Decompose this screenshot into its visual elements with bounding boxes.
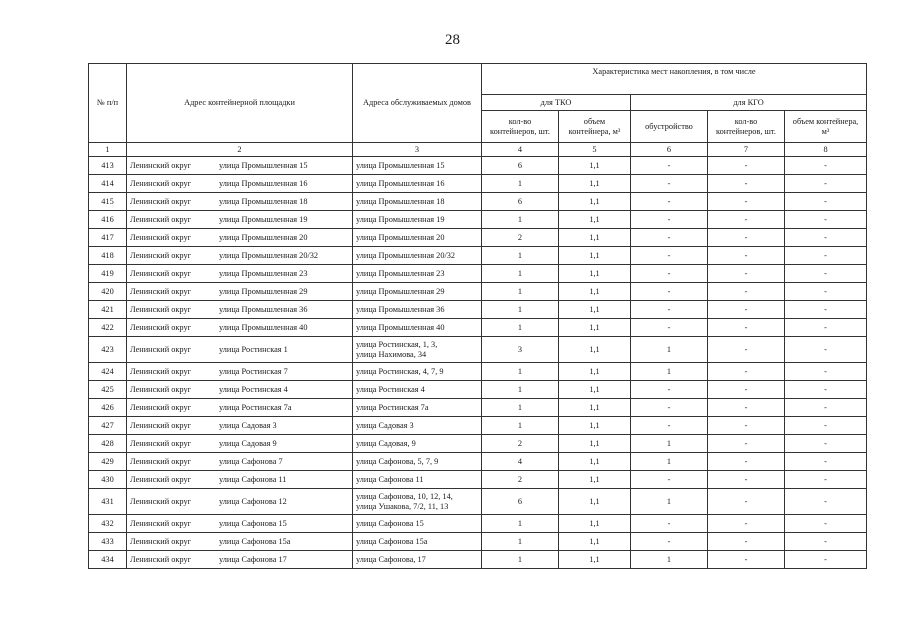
kgo-container-count: - (708, 247, 785, 265)
table-row (89, 363, 867, 381)
row-number: 423 (89, 337, 127, 363)
header-col-number: 1 (89, 143, 127, 157)
served-address-line: улица Промышленная 19 (356, 214, 445, 224)
kgo-container-volume: - (785, 489, 867, 515)
served-address-line: улица Сафонова 15 (356, 518, 424, 528)
tko-container-volume: 1,1 (559, 319, 631, 337)
container-address (127, 363, 353, 381)
kgo-container-count: - (708, 489, 785, 515)
kgo-equipment: - (631, 301, 708, 319)
tko-container-count: 1 (482, 417, 559, 435)
street: улица Промышленная 20 (219, 232, 308, 242)
tko-container-count: 1 (482, 515, 559, 533)
served-address-line: улица Нахимова, 34 (356, 349, 427, 359)
district: Ленинский округ (130, 286, 192, 296)
kgo-container-count: - (708, 301, 785, 319)
district: Ленинский округ (130, 438, 192, 448)
table-row (89, 435, 867, 453)
street: улица Промышленная 16 (219, 178, 308, 188)
kgo-container-count: - (708, 381, 785, 399)
kgo-equipment: - (631, 211, 708, 229)
table-row (89, 211, 867, 229)
kgo-container-count: - (708, 363, 785, 381)
kgo-equipment: - (631, 175, 708, 193)
district: Ленинский округ (130, 196, 192, 206)
served-address-line: улица Ушакова, 7/2, 11, 13 (356, 501, 449, 511)
header-container-address: Адрес контейнерной площадки (127, 64, 353, 143)
tko-container-count: 1 (482, 283, 559, 301)
kgo-equipment: - (631, 157, 708, 175)
kgo-container-count: - (708, 211, 785, 229)
row-number: 422 (89, 319, 127, 337)
header-col-number: 3 (353, 143, 482, 157)
served-address-line: улица Промышленная 16 (356, 178, 445, 188)
table-row (89, 283, 867, 301)
kgo-container-volume: - (785, 175, 867, 193)
row-number: 426 (89, 399, 127, 417)
served-addresses (353, 283, 482, 301)
kgo-equipment: - (631, 247, 708, 265)
street: улица Сафонова 11 (219, 474, 287, 484)
street: улица Промышленная 18 (219, 196, 308, 206)
header-col-number: 7 (708, 143, 785, 157)
kgo-equipment: - (631, 417, 708, 435)
kgo-container-count: - (708, 229, 785, 247)
served-address-line: улица Промышленная 40 (356, 322, 445, 332)
container-address (127, 319, 353, 337)
table-body (89, 157, 867, 569)
kgo-container-volume: - (785, 363, 867, 381)
kgo-container-volume: - (785, 301, 867, 319)
row-number: 413 (89, 157, 127, 175)
served-addresses (353, 381, 482, 399)
container-address (127, 301, 353, 319)
table-row (89, 193, 867, 211)
tko-container-volume: 1,1 (559, 551, 631, 569)
tko-container-volume: 1,1 (559, 337, 631, 363)
header-col-number: 4 (482, 143, 559, 157)
table-row (89, 175, 867, 193)
served-address-line: улица Сафонова, 10, 12, 14, (356, 492, 453, 502)
served-address-line: улица Садовая 3 (356, 420, 414, 430)
street: улица Ростинская 7 (219, 366, 288, 376)
container-address (127, 551, 353, 569)
kgo-container-count: - (708, 417, 785, 435)
served-addresses (353, 157, 482, 175)
row-number: 416 (89, 211, 127, 229)
container-address (127, 399, 353, 417)
served-address-line: улица Ростинская 7а (356, 402, 429, 412)
kgo-equipment: - (631, 229, 708, 247)
table-row (89, 551, 867, 569)
tko-container-volume: 1,1 (559, 283, 631, 301)
kgo-container-volume: - (785, 157, 867, 175)
served-addresses (353, 471, 482, 489)
tko-container-count: 1 (482, 381, 559, 399)
page-number: 28 (445, 32, 460, 48)
tko-container-volume: 1,1 (559, 533, 631, 551)
tko-container-volume: 1,1 (559, 193, 631, 211)
served-address-line: улица Садовая, 9 (356, 438, 416, 448)
served-address-line: улица Ростинская, 1, 3, (356, 340, 438, 350)
served-address-line: улица Промышленная 20 (356, 232, 445, 242)
kgo-equipment: - (631, 515, 708, 533)
served-address-line: улица Сафонова, 17 (356, 554, 426, 564)
district: Ленинский округ (130, 322, 192, 332)
kgo-container-count: - (708, 435, 785, 453)
district: Ленинский округ (130, 384, 192, 394)
street: улица Промышленная 40 (219, 322, 308, 332)
district: Ленинский округ (130, 232, 192, 242)
kgo-container-count: - (708, 319, 785, 337)
tko-container-count: 6 (482, 157, 559, 175)
served-address-line: улица Промышленная 18 (356, 196, 445, 206)
row-number: 417 (89, 229, 127, 247)
row-number: 430 (89, 471, 127, 489)
tko-container-count: 1 (482, 533, 559, 551)
served-address-line: улица Сафонова, 5, 7, 9 (356, 456, 439, 466)
container-address (127, 533, 353, 551)
kgo-equipment: 1 (631, 489, 708, 515)
served-addresses (353, 489, 482, 515)
table-row (89, 247, 867, 265)
kgo-container-volume: - (785, 381, 867, 399)
kgo-container-volume: - (785, 515, 867, 533)
kgo-container-count: - (708, 551, 785, 569)
served-addresses (353, 417, 482, 435)
kgo-equipment: 1 (631, 551, 708, 569)
row-number: 418 (89, 247, 127, 265)
kgo-container-volume: - (785, 319, 867, 337)
kgo-equipment: - (631, 533, 708, 551)
header-row-number: № п/п (89, 64, 127, 143)
table-row (89, 417, 867, 435)
kgo-container-count: - (708, 515, 785, 533)
kgo-container-volume: - (785, 399, 867, 417)
kgo-container-volume: - (785, 247, 867, 265)
kgo-container-volume: - (785, 229, 867, 247)
header-kgo-volume: объем контейнера, м³ (785, 111, 867, 143)
row-number: 431 (89, 489, 127, 515)
street: улица Промышленная 23 (219, 268, 308, 278)
served-address-line: улица Сафонова 11 (356, 474, 424, 484)
tko-container-count: 3 (482, 337, 559, 363)
served-address-line: улица Сафонова 15а (356, 536, 428, 546)
header-tko-volume: объем контейнера, м³ (559, 111, 631, 143)
header-served-addresses: Адреса обслуживаемых домов (353, 64, 482, 143)
row-number: 420 (89, 283, 127, 301)
street: улица Промышленная 20/32 (219, 250, 319, 260)
kgo-container-count: - (708, 337, 785, 363)
container-address (127, 453, 353, 471)
district: Ленинский округ (130, 178, 192, 188)
tko-container-count: 6 (482, 193, 559, 211)
served-addresses (353, 319, 482, 337)
tko-container-count: 6 (482, 489, 559, 515)
kgo-equipment: - (631, 381, 708, 399)
row-number: 425 (89, 381, 127, 399)
container-address (127, 157, 353, 175)
district: Ленинский округ (130, 214, 192, 224)
served-address-line: улица Ростинская, 4, 7, 9 (356, 366, 444, 376)
tko-container-volume: 1,1 (559, 229, 631, 247)
district: Ленинский округ (130, 536, 192, 546)
street: улица Промышленная 15 (219, 160, 308, 170)
table-row (89, 265, 867, 283)
street: улица Ростинская 7а (219, 402, 292, 412)
kgo-equipment: - (631, 319, 708, 337)
served-addresses (353, 175, 482, 193)
served-address-line: улица Промышленная 20/32 (356, 250, 456, 260)
kgo-container-count: - (708, 533, 785, 551)
tko-container-count: 1 (482, 363, 559, 381)
tko-container-count: 2 (482, 229, 559, 247)
served-addresses (353, 453, 482, 471)
header-group-kgo: для КГО (631, 95, 867, 111)
tko-container-count: 1 (482, 247, 559, 265)
tko-container-volume: 1,1 (559, 435, 631, 453)
kgo-container-volume: - (785, 533, 867, 551)
served-addresses (353, 363, 482, 381)
district: Ленинский округ (130, 160, 192, 170)
row-number: 433 (89, 533, 127, 551)
served-address-line: улица Промышленная 36 (356, 304, 445, 314)
row-number: 432 (89, 515, 127, 533)
tko-container-volume: 1,1 (559, 471, 631, 489)
table-row (89, 489, 867, 515)
street: улица Ростинская 1 (219, 344, 288, 354)
row-number: 427 (89, 417, 127, 435)
header-kgo-count: кол-во контейнеров, шт. (708, 111, 785, 143)
container-address (127, 283, 353, 301)
served-addresses (353, 337, 482, 363)
kgo-equipment: - (631, 283, 708, 301)
kgo-container-volume: - (785, 337, 867, 363)
kgo-container-volume: - (785, 211, 867, 229)
container-address (127, 435, 353, 453)
street: улица Садовая 3 (219, 420, 277, 430)
street: улица Сафонова 15 (219, 518, 287, 528)
container-address (127, 229, 353, 247)
row-number: 429 (89, 453, 127, 471)
header-col-number: 5 (559, 143, 631, 157)
tko-container-count: 1 (482, 399, 559, 417)
tko-container-volume: 1,1 (559, 247, 631, 265)
tko-container-volume: 1,1 (559, 515, 631, 533)
district: Ленинский округ (130, 402, 192, 412)
tko-container-count: 4 (482, 453, 559, 471)
street: улица Сафонова 17 (219, 554, 287, 564)
tko-container-count: 1 (482, 551, 559, 569)
tko-container-volume: 1,1 (559, 381, 631, 399)
table-row (89, 319, 867, 337)
district: Ленинский округ (130, 496, 192, 506)
kgo-equipment: - (631, 265, 708, 283)
street: улица Сафонова 7 (219, 456, 283, 466)
container-address (127, 175, 353, 193)
table-row (89, 515, 867, 533)
tko-container-count: 1 (482, 211, 559, 229)
container-sites-table (88, 63, 867, 569)
container-address (127, 471, 353, 489)
district: Ленинский округ (130, 250, 192, 260)
kgo-container-volume: - (785, 265, 867, 283)
tko-container-volume: 1,1 (559, 157, 631, 175)
street: улица Сафонова 15а (219, 536, 291, 546)
kgo-equipment: 1 (631, 453, 708, 471)
table-row (89, 301, 867, 319)
row-number: 434 (89, 551, 127, 569)
header-group-tko: для ТКО (482, 95, 631, 111)
row-number: 421 (89, 301, 127, 319)
tko-container-volume: 1,1 (559, 453, 631, 471)
table-row (89, 453, 867, 471)
tko-container-volume: 1,1 (559, 363, 631, 381)
kgo-equipment: 1 (631, 363, 708, 381)
served-address-line: улица Промышленная 29 (356, 286, 445, 296)
table-row (89, 533, 867, 551)
served-addresses (353, 515, 482, 533)
kgo-container-count: - (708, 471, 785, 489)
kgo-equipment: - (631, 193, 708, 211)
table-row (89, 399, 867, 417)
served-addresses (353, 247, 482, 265)
district: Ленинский округ (130, 304, 192, 314)
street: улица Промышленная 36 (219, 304, 308, 314)
container-address (127, 489, 353, 515)
table-row (89, 229, 867, 247)
served-addresses (353, 435, 482, 453)
kgo-container-volume: - (785, 435, 867, 453)
street: улица Садовая 9 (219, 438, 277, 448)
served-addresses (353, 533, 482, 551)
row-number: 414 (89, 175, 127, 193)
tko-container-volume: 1,1 (559, 417, 631, 435)
container-address (127, 193, 353, 211)
kgo-equipment: - (631, 399, 708, 417)
table-row (89, 337, 867, 363)
served-address-line: улица Промышленная 23 (356, 268, 445, 278)
header-col-number: 8 (785, 143, 867, 157)
container-address (127, 417, 353, 435)
kgo-container-count: - (708, 193, 785, 211)
tko-container-volume: 1,1 (559, 211, 631, 229)
kgo-container-volume: - (785, 283, 867, 301)
container-address (127, 337, 353, 363)
tko-container-volume: 1,1 (559, 265, 631, 283)
tko-container-volume: 1,1 (559, 399, 631, 417)
table-row (89, 471, 867, 489)
container-address (127, 515, 353, 533)
served-addresses (353, 399, 482, 417)
container-address (127, 247, 353, 265)
tko-container-volume: 1,1 (559, 301, 631, 319)
tko-container-count: 2 (482, 471, 559, 489)
container-address (127, 211, 353, 229)
kgo-container-count: - (708, 157, 785, 175)
tko-container-count: 1 (482, 301, 559, 319)
tko-container-volume: 1,1 (559, 175, 631, 193)
tko-container-count: 1 (482, 175, 559, 193)
header-kgo-equipment: обустройство (631, 111, 708, 143)
kgo-container-volume: - (785, 551, 867, 569)
served-addresses (353, 301, 482, 319)
kgo-container-count: - (708, 283, 785, 301)
kgo-container-volume: - (785, 471, 867, 489)
kgo-container-count: - (708, 175, 785, 193)
served-addresses (353, 193, 482, 211)
row-number: 424 (89, 363, 127, 381)
district: Ленинский округ (130, 268, 192, 278)
kgo-container-volume: - (785, 453, 867, 471)
header-col-number: 6 (631, 143, 708, 157)
served-addresses (353, 265, 482, 283)
tko-container-volume: 1,1 (559, 489, 631, 515)
kgo-container-volume: - (785, 193, 867, 211)
served-addresses (353, 551, 482, 569)
table-row (89, 381, 867, 399)
header-col-number: 2 (127, 143, 353, 157)
container-address (127, 381, 353, 399)
street: улица Промышленная 19 (219, 214, 308, 224)
district: Ленинский округ (130, 366, 192, 376)
district: Ленинский округ (130, 344, 192, 354)
row-number: 415 (89, 193, 127, 211)
served-addresses (353, 211, 482, 229)
table-row (89, 157, 867, 175)
kgo-container-volume: - (785, 417, 867, 435)
street: улица Промышленная 29 (219, 286, 308, 296)
tko-container-count: 1 (482, 265, 559, 283)
kgo-equipment: - (631, 471, 708, 489)
header-tko-count: кол-во контейнеров, шт. (482, 111, 559, 143)
served-address-line: улица Промышленная 15 (356, 160, 445, 170)
tko-container-count: 2 (482, 435, 559, 453)
row-number: 428 (89, 435, 127, 453)
header-characteristics: Характеристика мест накопления, в том числе (482, 64, 867, 95)
district: Ленинский округ (130, 554, 192, 564)
street: улица Сафонова 12 (219, 496, 287, 506)
kgo-equipment: 1 (631, 435, 708, 453)
district: Ленинский округ (130, 420, 192, 430)
tko-container-count: 1 (482, 319, 559, 337)
served-addresses (353, 229, 482, 247)
kgo-container-count: - (708, 453, 785, 471)
kgo-container-count: - (708, 265, 785, 283)
kgo-container-count: - (708, 399, 785, 417)
row-number: 419 (89, 265, 127, 283)
street: улица Ростинская 4 (219, 384, 288, 394)
served-address-line: улица Ростинская 4 (356, 384, 425, 394)
container-address (127, 265, 353, 283)
district: Ленинский округ (130, 456, 192, 466)
district: Ленинский округ (130, 474, 192, 484)
kgo-equipment: 1 (631, 337, 708, 363)
district: Ленинский округ (130, 518, 192, 528)
